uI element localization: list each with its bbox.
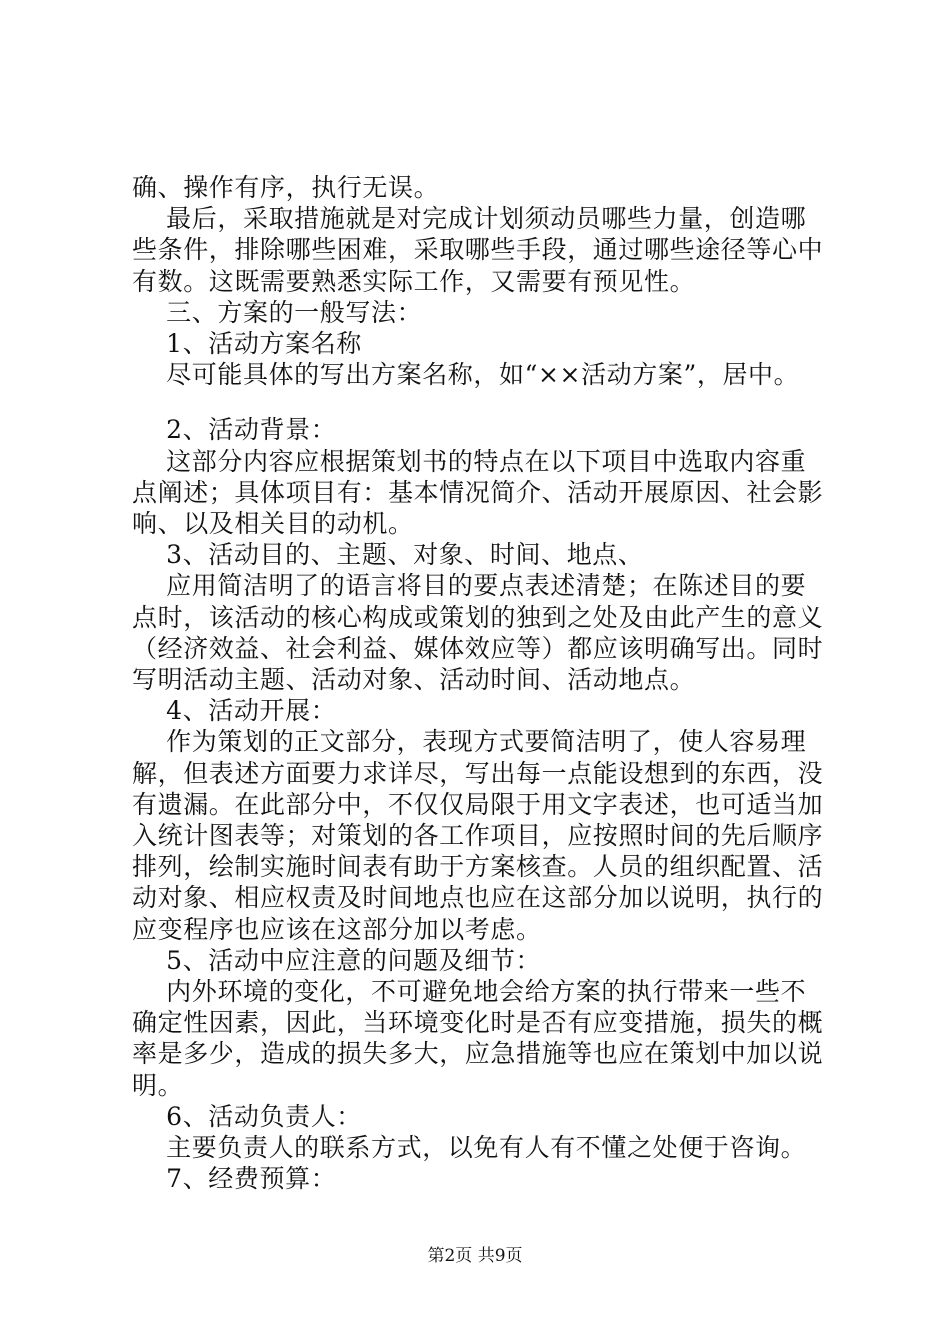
document-body [132, 172, 838, 1195]
item-heading: 1、活动方案名称 [132, 329, 362, 359]
section-heading: 三、方案的一般写法： [132, 297, 423, 327]
item-heading: 3、活动目的、主题、对象、时间、地点、 [132, 540, 644, 570]
text-line: 解，但表述方面要力求详尽，写出每一点能设想到的东西，没 [132, 758, 824, 788]
text-line: 有遗漏。在此部分中，不仅仅局限于用文字表述，也可适当加 [132, 789, 824, 819]
text-line: 尽可能具体的写出方案名称，如“××活动方案”，居中。 [132, 360, 800, 390]
text-line: 确、操作有序，执行无误。 [132, 173, 440, 202]
text-line: 主要负责人的联系方式，以免有人有不懂之处便于咨询。 [132, 1133, 807, 1163]
text-line: 这部分内容应根据策划书的特点在以下项目中选取内容重 [132, 446, 807, 476]
item-heading: 4、活动开展： [132, 696, 337, 726]
text-line: 最后，采取措施就是对完成计划须动员哪些力量，创造哪 [132, 204, 807, 234]
text-line: 排列，绘制实施时间表有助于方案核查。人员的组织配置、活 [132, 852, 824, 882]
text-line: 入统计图表等；对策划的各工作项目，应按照时间的先后顺序 [132, 821, 824, 851]
text-line: 确定性因素，因此，当环境变化时是否有应变措施，损失的概 [132, 1008, 824, 1038]
text-line: 内外环境的变化，不可避免地会给方案的执行带来一些不 [132, 977, 807, 1007]
text-line: 应用简洁明了的语言将目的要点表述清楚；在陈述目的要 [132, 571, 807, 601]
item-heading: 6、活动负责人： [132, 1101, 362, 1131]
text-line: 些条件，排除哪些困难，采取哪些手段，通过哪些途径等心中 [132, 235, 824, 265]
text-line: 明。 [132, 1070, 184, 1100]
text-line: 点时，该活动的核心构成或策划的独到之处及由此产生的意义 [132, 602, 824, 632]
text-line: 率是多少，造成的损失多大，应急措施等也应在策划中加以说 [132, 1039, 824, 1069]
page-number-footer: 第2页 共9页 [427, 1246, 523, 1266]
text-line: （经济效益、社会利益、媒体效应等）都应该明确写出。同时 [132, 633, 824, 663]
text-line: 动对象、相应权责及时间地点也应在这部分加以说明，执行的 [132, 883, 824, 913]
text-line: 有数。这既需要熟悉实际工作，又需要有预见性。 [132, 266, 696, 296]
text-line: 写明活动主题、活动对象、活动时间、活动地点。 [132, 665, 696, 695]
text-line: 应变程序也应该在这部分加以考虑。 [132, 914, 542, 944]
text-line: 作为策划的正文部分，表现方式要简洁明了，使人容易理 [132, 727, 807, 757]
text-line: 点阐述；具体项目有：基本情况简介、活动开展原因、社会影 [132, 477, 824, 507]
item-heading: 2、活动背景： [132, 415, 337, 445]
item-heading: 7、经费预算： [132, 1164, 337, 1194]
item-heading: 5、活动中应注意的问题及细节： [132, 945, 542, 975]
text-line: 响、以及相关目的动机。 [132, 509, 414, 539]
